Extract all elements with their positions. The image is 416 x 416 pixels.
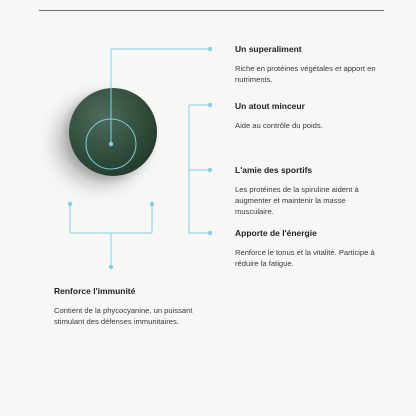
feature-title: Un superaliment — [235, 44, 302, 54]
feature-title: Renforce l'immunité — [54, 286, 136, 296]
feature-description: Riche en protéines végétales et apport en nutriments. — [235, 64, 376, 84]
feature-description: Renforce le tonus et la vitalité. Participe à réduire la fatigue. — [235, 248, 375, 268]
dot-energie — [208, 231, 212, 235]
feature-description: Aide au contrôle du poids. — [235, 121, 323, 130]
feature-superaliment — [235, 44, 385, 85]
dot-bracket-right — [150, 202, 154, 206]
dot-minceur — [208, 103, 212, 107]
dot-sportifs — [208, 168, 212, 172]
feature-title: Un atout minceur — [235, 101, 305, 111]
dot-immunite — [109, 265, 113, 269]
feature-description: Contient de la phycocyanine, un puissant stimulant des défenses immunitaires. — [54, 306, 193, 326]
feature-title: L'amie des sportifs — [235, 165, 313, 175]
feature-immunite — [54, 286, 224, 327]
dot-tablet — [109, 142, 113, 146]
feature-atout-minceur — [235, 101, 385, 131]
connector-superaliment — [111, 49, 210, 144]
feature-title: Apporte de l'énergie — [235, 228, 317, 238]
feature-amie-sportifs — [235, 165, 385, 217]
dot-superaliment — [208, 47, 212, 51]
feature-description: Les protéines de la spiruline aident à augmenter et maintenir la masse musculaire. — [235, 185, 359, 216]
feature-energie — [235, 228, 385, 269]
dot-bracket-left — [68, 202, 72, 206]
